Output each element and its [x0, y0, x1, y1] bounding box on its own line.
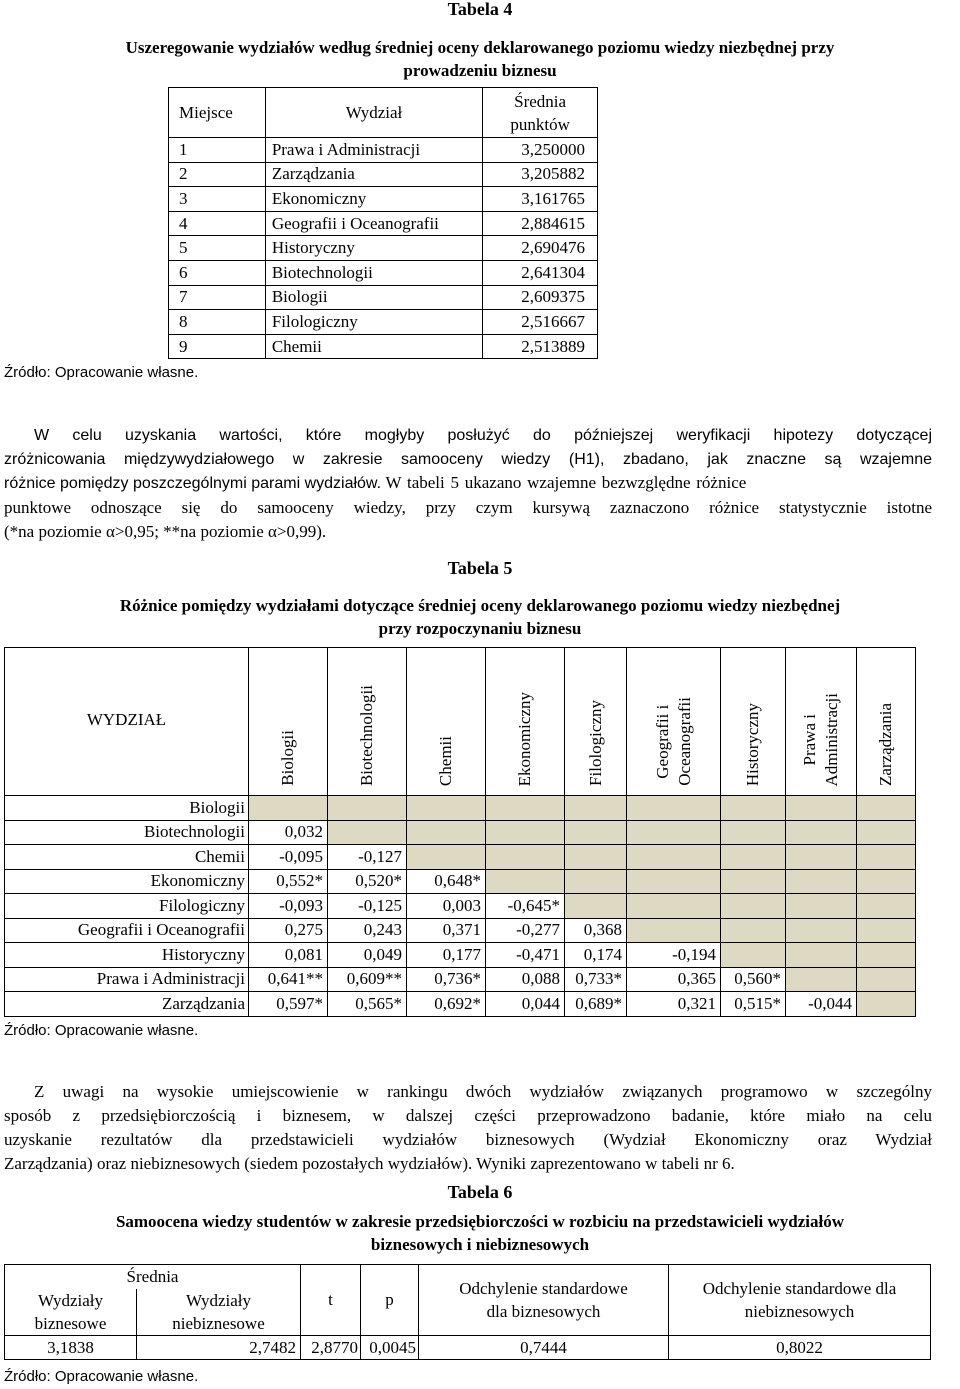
- header-faculty: Wydział: [265, 88, 482, 138]
- cell-t: 2,8770: [301, 1335, 361, 1359]
- table5-cell: 0,733*: [565, 967, 627, 992]
- table4-row: [169, 285, 598, 310]
- table5-subtitle: Różnice pomiędzy wydziałami dotyczące średniej oceny deklarowanego poziomu wiedzy niezbędnej przy rozpoczynaniu biznesu: [119, 596, 841, 638]
- table5-empty-cell: [857, 967, 916, 992]
- table5-cell: -0,277: [486, 918, 565, 943]
- header-sd-nonbusiness: Odchylenie standardowe dla niebiznesowych: [669, 1265, 931, 1336]
- row-label: Historyczny: [5, 943, 249, 968]
- cell-faculty: Prawa i Administracji: [265, 138, 482, 163]
- header-corner: WYDZIAŁ: [5, 648, 249, 796]
- header-column: [857, 648, 916, 796]
- table4-row: [169, 260, 598, 285]
- row-label: Geografii i Oceanografii: [5, 918, 249, 943]
- table5-empty-cell: [486, 796, 565, 821]
- table5-empty-cell: [627, 845, 721, 870]
- cell-score: 2,641304: [483, 260, 598, 285]
- paragraph-1: W celu uzyskania wartości, które mogłyby posłużyć do późniejszej weryfikacji hipotezy dotyczącej zróżnicowania międzywydziałowego w zakresie samooceny wiedzy (H1), zbadano, jak znaczne są wzajemne różnice pomiędzy poszczególnymi parami wydziałów. W tabeli 5 ukazano wzajemne bezwzględne różnice punktowe odnoszące się do samooceny wiedzy, przy czym kursywą zaznaczono różnice statystycznie istotne (*na poziomie α>0,95; **na poziomie α>0,99).: [4, 427, 932, 541]
- table5-empty-cell: [721, 894, 786, 919]
- table5-empty-cell: [407, 845, 486, 870]
- cell-place: 1: [169, 138, 266, 163]
- table5-cell: 0,736*: [407, 967, 486, 992]
- row-label: Filologiczny: [5, 894, 249, 919]
- table5-empty-cell: [328, 796, 407, 821]
- table4: [168, 87, 598, 359]
- cell-place: 8: [169, 310, 266, 335]
- header-column-line: Oceanografii: [674, 697, 694, 786]
- table5-cell: 0,081: [249, 943, 328, 968]
- cell-score: 2,609375: [483, 285, 598, 310]
- table5-empty-cell: [857, 943, 916, 968]
- cell-faculty: Biotechnologii: [265, 260, 482, 285]
- table5-empty-cell: [627, 918, 721, 943]
- table4-row: [169, 310, 598, 335]
- table5-header-row: [5, 648, 916, 796]
- table5-empty-cell: [486, 845, 565, 870]
- header-column: [407, 648, 486, 796]
- table5-empty-cell: [721, 845, 786, 870]
- cell-faculty: Biologii: [265, 285, 482, 310]
- header-column: [328, 648, 407, 796]
- table5-cell: -0,194: [627, 943, 721, 968]
- row-label: Chemii: [5, 845, 249, 870]
- header-column-line: Chemii: [436, 735, 455, 786]
- table5-empty-cell: [857, 820, 916, 845]
- row-label: Biotechnologii: [5, 820, 249, 845]
- header-column: [249, 648, 328, 796]
- table5-cell: 0,177: [407, 943, 486, 968]
- table5-empty-cell: [721, 918, 786, 943]
- table5-cell: 0,321: [627, 992, 721, 1017]
- table5-row: [5, 943, 916, 968]
- table5-row: [5, 967, 916, 992]
- cell-faculty: Ekonomiczny: [265, 187, 482, 212]
- table5: [4, 647, 916, 1017]
- cell-sd-business: 0,7444: [419, 1335, 669, 1359]
- table5-cell: -0,093: [249, 894, 328, 919]
- table5-cell: -0,127: [328, 845, 407, 870]
- table5-empty-cell: [721, 796, 786, 821]
- table4-row: [169, 162, 598, 187]
- table5-empty-cell: [857, 845, 916, 870]
- cell-score: 3,205882: [483, 162, 598, 187]
- table5-empty-cell: [627, 869, 721, 894]
- table5-cell: 0,689*: [565, 992, 627, 1017]
- table5-empty-cell: [627, 820, 721, 845]
- row-label: Prawa i Administracji: [5, 967, 249, 992]
- header-column: [721, 648, 786, 796]
- cell-faculty: Geografii i Oceanografii: [265, 211, 482, 236]
- header-column-line: Prawa i: [800, 713, 819, 765]
- table5-cell: 0,275: [249, 918, 328, 943]
- table5-cell: 0,243: [328, 918, 407, 943]
- table5-row: [5, 845, 916, 870]
- table6-data-row: [5, 1335, 931, 1359]
- header-column-line: Filologiczny: [585, 700, 605, 786]
- cell-faculty: Zarządzania: [265, 162, 482, 187]
- header-nonbusiness: Wydziały niebiznesowe: [137, 1289, 301, 1336]
- header-mean: Średnia: [5, 1265, 301, 1289]
- table5-cell: -0,471: [486, 943, 565, 968]
- cell-p: 0,0045: [361, 1335, 419, 1359]
- header-column-line: Administracji: [822, 692, 841, 786]
- cell-score: 3,250000: [483, 138, 598, 163]
- cell-faculty: Filologiczny: [265, 310, 482, 335]
- cell-sd-nonbusiness: 0,8022: [669, 1335, 931, 1359]
- header-p: p: [361, 1265, 419, 1336]
- table5-cell: -0,044: [786, 992, 857, 1017]
- header-t: t: [301, 1265, 361, 1336]
- header-column-line: Ekonomiczny: [515, 691, 534, 786]
- table6-title: Tabela 6: [447, 1182, 513, 1202]
- table5-empty-cell: [721, 943, 786, 968]
- table5-empty-cell: [786, 820, 857, 845]
- table4-title: Tabela 4: [447, 0, 513, 19]
- table5-empty-cell: [565, 869, 627, 894]
- header-column-line: Biotechnologii: [357, 684, 376, 786]
- cell-place: 5: [169, 236, 266, 261]
- table5-empty-cell: [857, 869, 916, 894]
- table5-row: [5, 894, 916, 919]
- table5-empty-cell: [565, 894, 627, 919]
- table5-empty-cell: [857, 918, 916, 943]
- cell-place: 4: [169, 211, 266, 236]
- table4-row: [169, 187, 598, 212]
- header-column: [786, 648, 857, 796]
- table5-cell: 0,552*: [249, 869, 328, 894]
- table5-empty-cell: [486, 869, 565, 894]
- table5-cell: 0,641**: [249, 967, 328, 992]
- table5-empty-cell: [857, 992, 916, 1017]
- table4-row: [169, 211, 598, 236]
- table5-cell: 0,648*: [407, 869, 486, 894]
- table5-empty-cell: [857, 796, 916, 821]
- header-sd-business: Odchylenie standardowe dla biznesowych: [419, 1265, 669, 1336]
- table5-row: [5, 992, 916, 1017]
- table4-row: [169, 236, 598, 261]
- cell-mean-business: 3,1838: [5, 1335, 137, 1359]
- table6: [4, 1264, 931, 1360]
- table5-cell: 0,371: [407, 918, 486, 943]
- cell-score: 3,161765: [483, 187, 598, 212]
- table6-source: Źródło: Opracowanie własne.: [4, 1368, 199, 1385]
- table5-empty-cell: [627, 796, 721, 821]
- table5-row: [5, 918, 916, 943]
- row-label: Zarządzania: [5, 992, 249, 1017]
- table5-empty-cell: [565, 796, 627, 821]
- table5-cell: 0,049: [328, 943, 407, 968]
- table5-empty-cell: [786, 918, 857, 943]
- cell-mean-nonbusiness: 2,7482: [137, 1335, 301, 1359]
- table5-cell: 0,365: [627, 967, 721, 992]
- table5-empty-cell: [721, 820, 786, 845]
- table5-cell: 0,597*: [249, 992, 328, 1017]
- table5-cell: 0,692*: [407, 992, 486, 1017]
- cell-score: 2,690476: [483, 236, 598, 261]
- table6-header-row-1: [5, 1265, 931, 1289]
- header-column-line: Zarządzania: [876, 702, 895, 786]
- cell-place: 6: [169, 260, 266, 285]
- table4-row: [169, 334, 598, 359]
- cell-score: 2,516667: [483, 310, 598, 335]
- table5-empty-cell: [786, 943, 857, 968]
- table5-source: Źródło: Opracowanie własne.: [4, 1022, 199, 1039]
- table4-header-row: [169, 88, 598, 138]
- cell-place: 9: [169, 334, 266, 359]
- table5-empty-cell: [786, 845, 857, 870]
- header-column: [627, 648, 721, 796]
- table5-empty-cell: [486, 820, 565, 845]
- table5-empty-cell: [786, 894, 857, 919]
- table5-row: [5, 869, 916, 894]
- cell-place: 2: [169, 162, 266, 187]
- table5-cell: 0,003: [407, 894, 486, 919]
- table4-source: Źródło: Opracowanie własne.: [4, 364, 199, 381]
- table5-empty-cell: [328, 820, 407, 845]
- header-column-line: Biologii: [278, 730, 297, 786]
- table5-cell: 0,609**: [328, 967, 407, 992]
- table5-empty-cell: [407, 796, 486, 821]
- table5-cell: 0,032: [249, 820, 328, 845]
- cell-faculty: Historyczny: [265, 236, 482, 261]
- row-label: Biologii: [5, 796, 249, 821]
- header-column: [486, 648, 565, 796]
- header-average: Średnia punktów: [483, 88, 598, 138]
- table5-empty-cell: [249, 796, 328, 821]
- table5-empty-cell: [407, 820, 486, 845]
- table5-cell: 0,174: [565, 943, 627, 968]
- paragraph-2: Z uwagi na wysokie umiejscowienie w rankingu dwóch wydziałów związanych programowo w szczególny sposób z przedsiębiorczością i biznesem, w dalszej części przeprowadzono badanie, które miało na celu uzyskanie rezultatów dla przedstawicieli wydziałów biznesowych (Wydział Ekonomiczny oraz Wydział Zarządzania) oraz niebiznesowych (siedem pozostałych wydziałów). Wyniki zaprezentowano w tabeli nr 6.: [4, 1082, 932, 1173]
- table5-empty-cell: [786, 967, 857, 992]
- table5-empty-cell: [565, 845, 627, 870]
- row-label: Ekonomiczny: [5, 869, 249, 894]
- table5-title: Tabela 5: [447, 558, 513, 578]
- table5-empty-cell: [857, 894, 916, 919]
- table5-row: [5, 820, 916, 845]
- table5-empty-cell: [721, 869, 786, 894]
- table5-cell: 0,044: [486, 992, 565, 1017]
- table5-cell: 0,520*: [328, 869, 407, 894]
- table5-row: [5, 796, 916, 821]
- table5-empty-cell: [565, 820, 627, 845]
- table5-cell: -0,095: [249, 845, 328, 870]
- table5-cell: 0,560*: [721, 967, 786, 992]
- table5-cell: 0,368: [565, 918, 627, 943]
- cell-score: 2,513889: [483, 334, 598, 359]
- cell-faculty: Chemii: [265, 334, 482, 359]
- header-column: [565, 648, 627, 796]
- table5-empty-cell: [786, 869, 857, 894]
- cell-score: 2,884615: [483, 211, 598, 236]
- table6-subtitle: Samoocena wiedzy studentów w zakresie przedsiębiorczości w rozbiciu na przedstawicieli wydziałów biznesowych i niebiznesowych: [115, 1212, 845, 1254]
- table4-row: [169, 138, 598, 163]
- table5-empty-cell: [627, 894, 721, 919]
- table5-cell: 0,565*: [328, 992, 407, 1017]
- table4-subtitle: Uszeregowanie wydziałów według średniej oceny deklarowanego poziomu wiedzy niezbędnej przy prowadzeniu biznesu: [125, 38, 835, 80]
- table5-empty-cell: [786, 796, 857, 821]
- table5-cell: -0,125: [328, 894, 407, 919]
- table5-cell: 0,515*: [721, 992, 786, 1017]
- table5-cell: 0,088: [486, 967, 565, 992]
- cell-place: 3: [169, 187, 266, 212]
- header-column-line: Historyczny: [743, 702, 762, 786]
- cell-place: 7: [169, 285, 266, 310]
- table5-cell: -0,645*: [486, 894, 565, 919]
- header-business: Wydziały biznesowe: [5, 1289, 137, 1336]
- header-place: Miejsce: [169, 88, 266, 138]
- header-column-line: Geografii i: [652, 704, 672, 779]
